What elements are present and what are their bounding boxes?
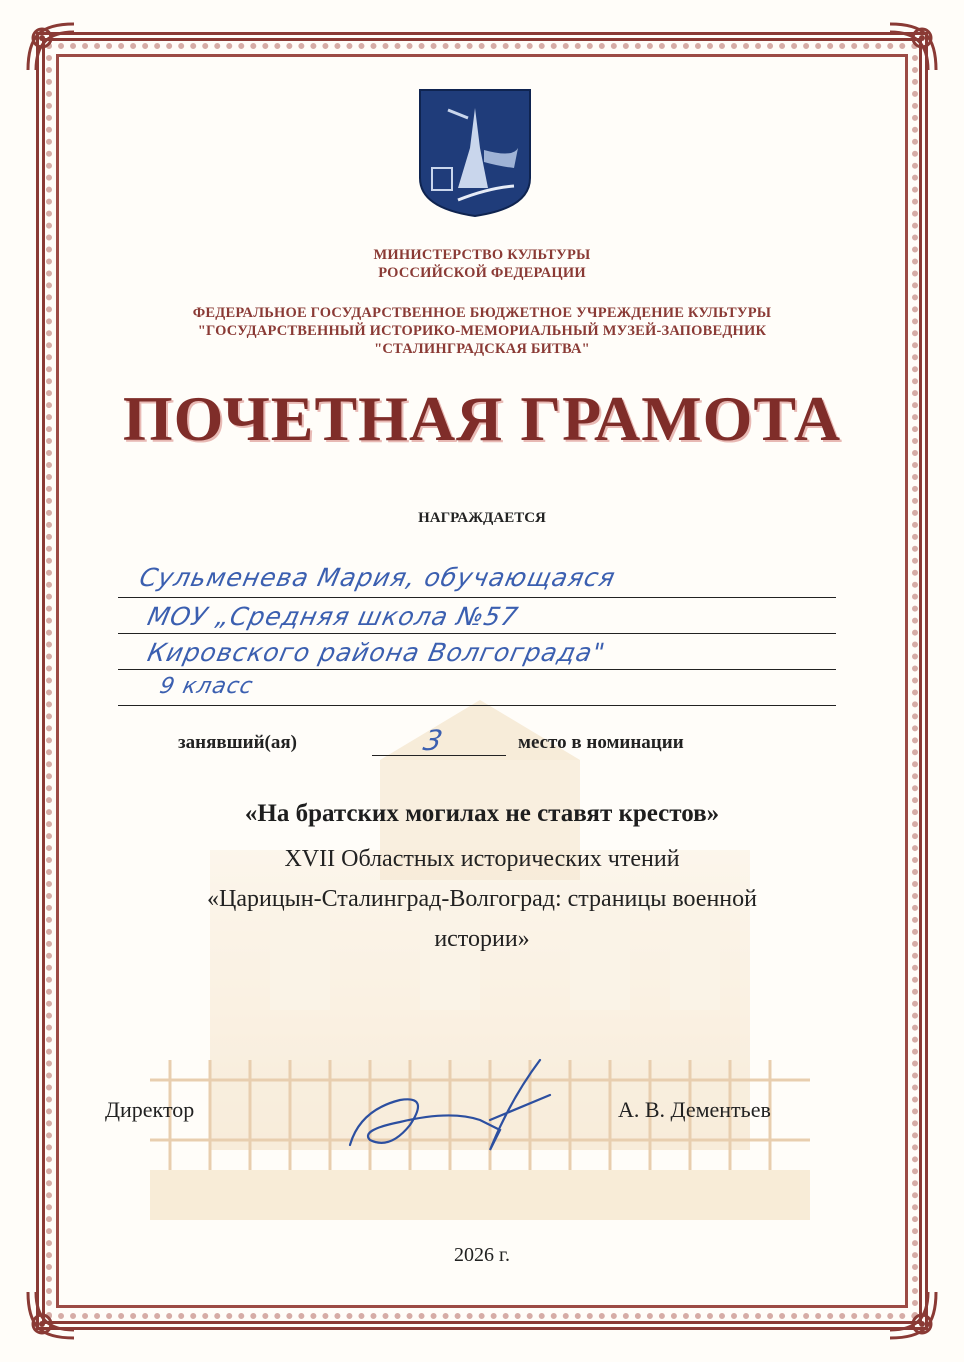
institution-line-2: "ГОСУДАРСТВЕННЫЙ ИСТОРИКО-МЕМОРИАЛЬНЫЙ МУЗЕЙ-ЗАПОВЕДНИК <box>197 323 767 339</box>
recipient-handwritten-line-2: МОУ „Средняя школа №57 <box>144 602 522 631</box>
placement-prefix: занявший(ая) <box>178 732 297 753</box>
certificate-year: 2026 г. <box>454 1244 510 1266</box>
recipient-handwritten-line-1: Сульменева Мария, обучающаяся <box>136 563 619 592</box>
institution-line-1: ФЕДЕРАЛЬНОЕ ГОСУДАРСТВЕННОЕ БЮДЖЕТНОЕ УЧРЕЖДЕНИЕ КУЛЬТУРЫ <box>192 305 772 321</box>
signatory-role: Директор <box>105 1097 195 1122</box>
placement-value: 3 <box>420 724 447 757</box>
corner-ornament-icon <box>882 1284 944 1346</box>
recipient-line-rule <box>118 669 836 670</box>
event-line-1: XVII Областных исторических чтений <box>284 846 680 872</box>
placement-suffix: место в номинации <box>518 732 684 753</box>
award-label: НАГРАЖДАЕТСЯ <box>418 510 546 526</box>
event-line-2: «Царицын-Сталинград-Волгоград: страницы военной <box>206 886 757 912</box>
nomination-title: «На братских могилах не ставят крестов» <box>244 800 720 827</box>
recipient-handwritten-line-3: Кировского района Волгограда" <box>144 638 609 667</box>
recipient-line-rule <box>118 633 836 634</box>
corner-ornament-icon <box>20 1284 82 1346</box>
event-line-3: истории» <box>434 926 530 952</box>
institution-line-3: "СТАЛИНГРАДСКАЯ БИТВА" <box>374 341 590 357</box>
ministry-line-2: РОССИЙСКОЙ ФЕДЕРАЦИИ <box>378 265 586 281</box>
director-signature-image <box>340 1050 560 1160</box>
signatory-name: А. В. Дементьев <box>618 1097 771 1122</box>
certificate-title: ПОЧЕТНАЯ ГРАМОТА <box>122 383 842 454</box>
corner-ornament-icon <box>882 16 944 78</box>
museum-emblem-icon <box>418 88 532 218</box>
recipient-handwritten-line-4: 9 класс <box>157 674 256 699</box>
recipient-line-rule <box>118 705 836 706</box>
ministry-line-1: МИНИСТЕРСТВО КУЛЬТУРЫ <box>373 247 591 263</box>
recipient-line-rule <box>118 597 836 598</box>
corner-ornament-icon <box>20 16 82 78</box>
